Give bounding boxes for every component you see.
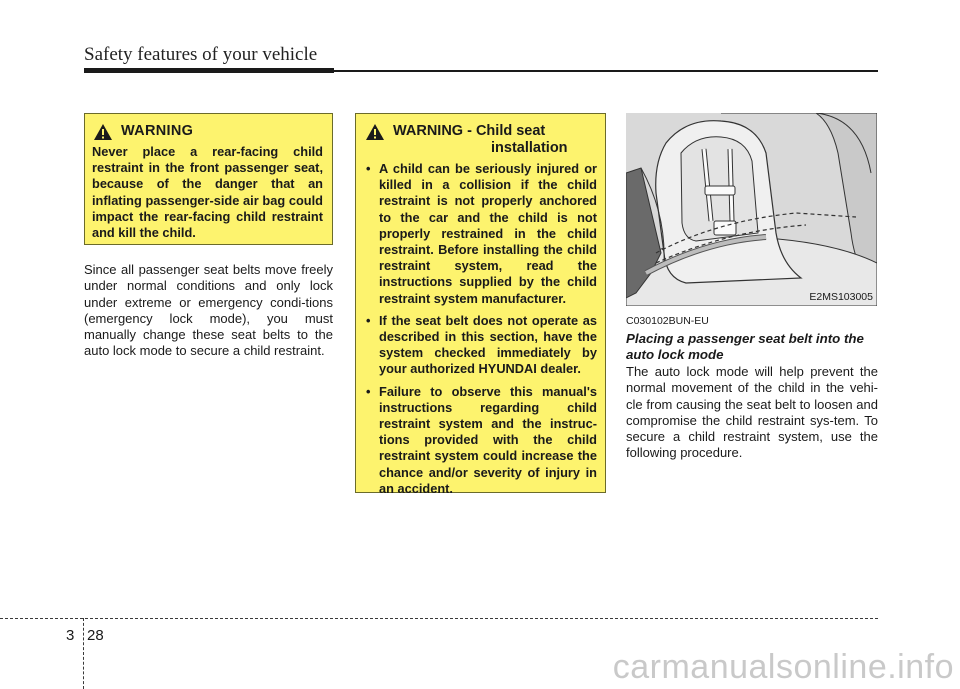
watermark: carmanualsonline.info [612,648,954,686]
header-rule [84,68,334,73]
footer-rule [0,618,878,619]
warning-triangle-icon [365,123,385,141]
figure-code: E2MS103005 [809,291,873,303]
child-seat-drawing [626,113,877,306]
section-subheading: Placing a passenger seat belt into the auto lock mode [626,331,864,362]
warning-bullet-item: • Failure to observe this manual's instructions regarding child restraint system and the instruc-tions provided with the child restraint system could increase the chance and/or severity of injury in an accident. [365,384,597,497]
warning-triangle-icon [93,123,113,141]
footer-rule-vertical [83,618,84,689]
warning-text: Never place a rear-facing child restraint in the front passenger seat, because of the danger that an inflating passenger-side air bag could impact the rear-facing child restraint and kill the child. [92,144,323,241]
warning-title: WARNING [121,123,194,139]
child-seat-illustration [626,113,877,306]
header-rule-thin [334,70,878,72]
page-header-title: Safety features of your vehicle [84,44,318,65]
warning-title-line2: installation [491,140,568,156]
body-paragraph-auto-lock: The auto lock mode will help prevent the normal movement of the child in the vehi-cle from causing the seat belt to loosen and compromise the child restraint sys-tem. To secure a child restraint system, use the following procedure. [626,364,878,461]
warning-box-child-seat [355,113,606,496]
warning-bullet-item: • A child can be seriously injured or killed in a collision if the child restraint is not properly anchored to the car and the child is not properly restrained in the child restraint. Before installing the child restraint system, read the instructions supplied by the child restraint system manufacturer. [365,161,597,307]
section-code: C030102BUN-EU [626,315,709,327]
warning-title: WARNING - Child seat [393,123,546,139]
body-paragraph-seat-belts: Since all passenger seat belts move freely under normal conditions and only lock under extreme or emergency condi-tions (emergency lock mode), you must manually change these seat belts to the auto lock mode to secure a child restraint. [84,262,333,359]
chapter-number: 3 [66,627,75,644]
warning-bullet-item: • If the seat belt does not operate as described in this section, have the system checked immediately by your authorized HYUNDAI dealer. [365,313,597,378]
warning-box-rear-facing [84,113,333,245]
page-number: 28 [87,627,104,644]
warning-bullet-list [365,161,597,497]
